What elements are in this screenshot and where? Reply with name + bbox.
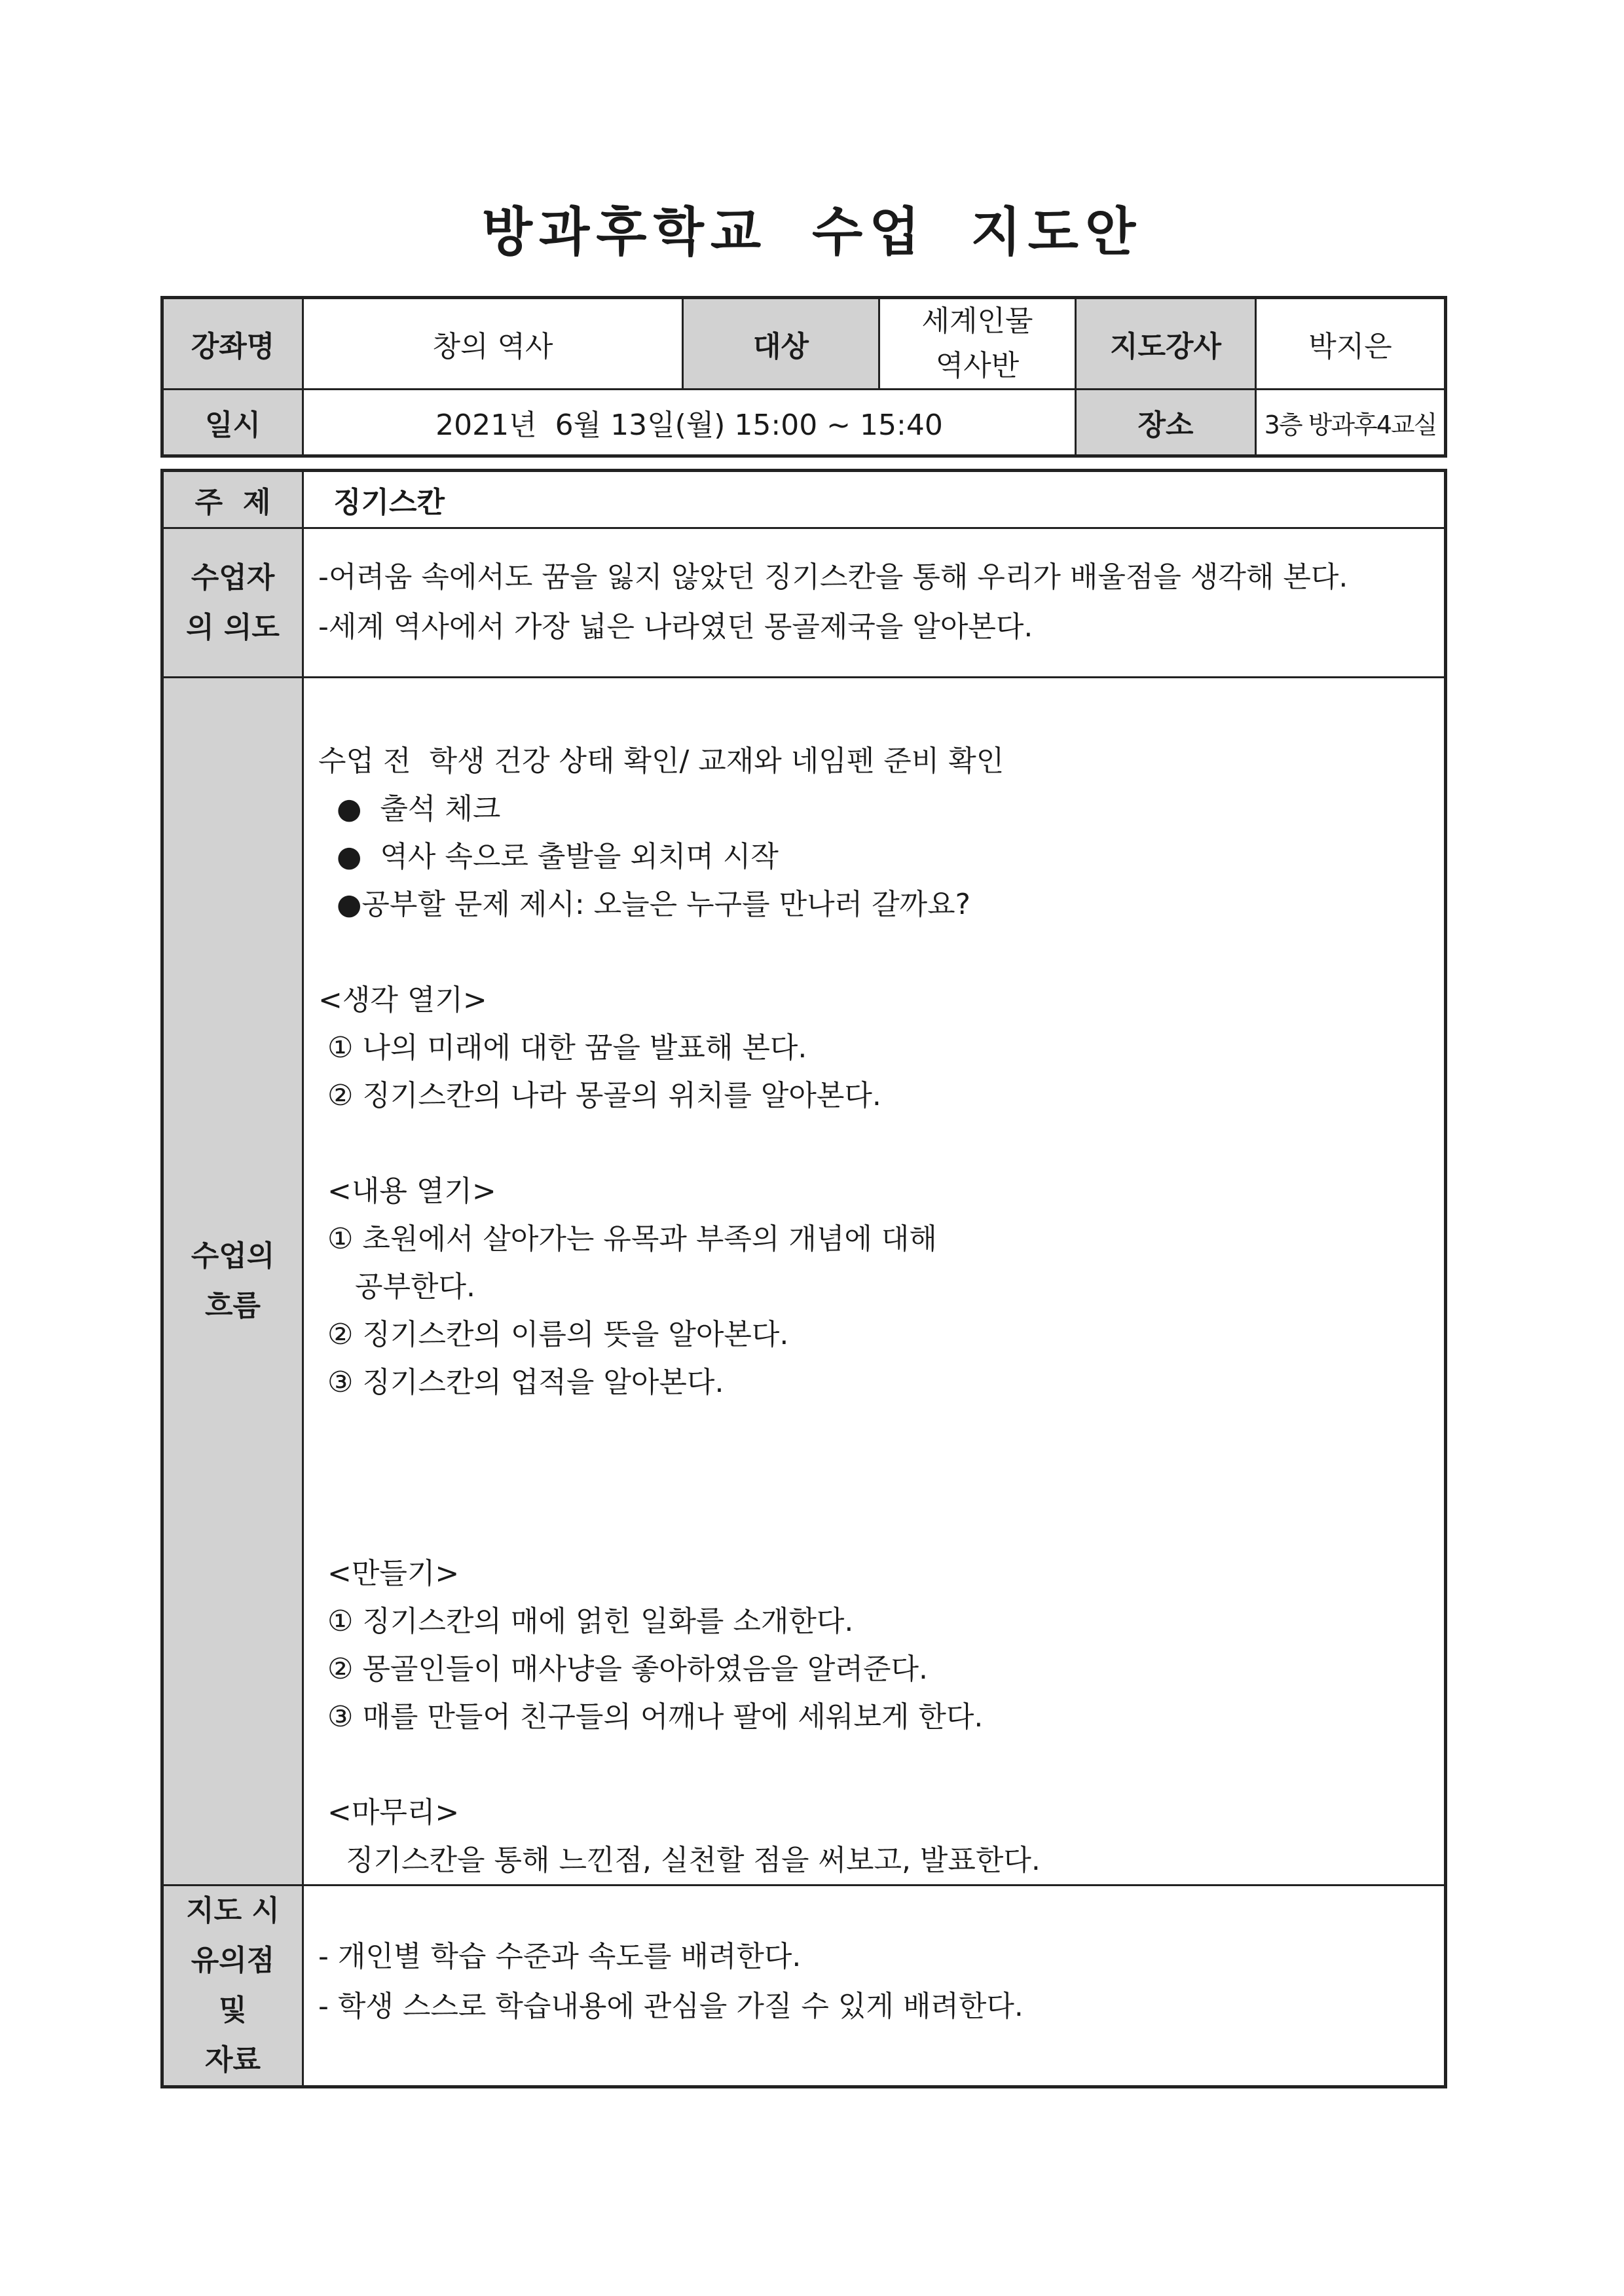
flow-label (162, 678, 303, 1886)
datetime-label: 일시 (162, 390, 303, 456)
flow-line: 징기스칸을 통해 느낀점, 실천할 점을 써보고, 발표한다. (318, 1844, 1041, 1877)
flow-line: ② 징기스칸의 나라 몽골의 위치를 알아본다. (318, 1079, 881, 1112)
flow-line: ● 출석 체크 (318, 792, 501, 826)
flow-spacer (318, 1120, 1430, 1167)
flow-line: ③ 징기스칸의 업적을 알아본다. (318, 1366, 724, 1399)
flow-line: ●공부할 문제 제시: 오늘은 누구를 만나러 갈까요? (318, 888, 971, 921)
notes-label-line3: 및 (219, 1994, 247, 2027)
instructor-value: 박지은 (1256, 298, 1446, 390)
flow-line: ● 역사 속으로 출발을 외치며 시작 (318, 840, 779, 873)
instructor-label: 지도강사 (1076, 298, 1256, 390)
notes-label-line1: 지도 시 (186, 1894, 280, 1927)
notes-label-line2: 유의점 (191, 1944, 275, 1977)
course-name-label: 강좌명 (162, 298, 303, 390)
flow-label-line2: 흐름 (204, 1289, 261, 1322)
flow-line: ③ 매를 만들어 친구들의 어깨나 팔에 세워보게 한다. (318, 1700, 984, 1734)
flow-line: <내용 열기> (318, 1175, 496, 1208)
datetime-value: 2021년 6월 13일(월) 15:00 ~ 15:40 (303, 390, 1076, 456)
intent-line: -세계 역사에서 가장 넓은 나라였던 몽골제국을 알아본다. (318, 610, 1033, 644)
flow-line: <마무리> (318, 1796, 460, 1829)
subject-label: 주 제 (162, 471, 303, 528)
flow-spacer (318, 1454, 1430, 1502)
document-title: 방과후학교 수업 지도안 (481, 202, 1143, 263)
lesson-info-table (160, 296, 1447, 458)
notes-label (162, 1886, 303, 2087)
subject-value: 징기스칸 (303, 471, 1446, 528)
flow-label-line1: 수업의 (191, 1239, 275, 1273)
flow-spacer (318, 928, 1430, 976)
flow-spacer (318, 1741, 1430, 1789)
flow-line: <생각 열기> (318, 983, 487, 1017)
flow-spacer (318, 1502, 1430, 1550)
flow-line: ① 징기스칸의 매에 얽힌 일화를 소개한다. (318, 1605, 854, 1638)
intent-line: -어려움 속에서도 꿈을 잃지 않았던 징기스칸을 통해 우리가 배울점을 생각해 본다. (318, 560, 1348, 594)
course-name-value: 창의 역사 (303, 298, 683, 390)
flow-line: ① 초원에서 살아가는 유목과 부족의 개념에 대해 (318, 1222, 937, 1256)
place-value: 3층 방과후4교실 (1256, 390, 1446, 456)
flow-line: ② 몽골인들이 매사냥을 좋아하였음을 알려준다. (318, 1652, 928, 1686)
intent-label-line1: 수업자 (191, 560, 275, 594)
place-label: 장소 (1076, 390, 1256, 456)
notes-content (303, 1886, 1446, 2087)
target-value-line2: 역사반 (935, 349, 1020, 382)
target-value-line1: 세계인물 (921, 304, 1033, 338)
flow-line: <만들기> (318, 1557, 460, 1590)
target-value (879, 298, 1076, 390)
flow-spacer (318, 1406, 1430, 1454)
notes-label-line4: 자료 (204, 2043, 261, 2077)
notes-line: - 학생 스스로 학습내용에 관심을 가질 수 있게 배려한다. (318, 1990, 1024, 2023)
target-label: 대상 (683, 298, 879, 390)
intent-content (303, 528, 1446, 678)
intent-label (162, 528, 303, 678)
flow-line: 공부한다. (318, 1270, 475, 1303)
flow-line: 수업 전 학생 건강 상태 확인/ 교재와 네임펜 준비 확인 (318, 744, 1005, 778)
notes-line: - 개인별 학습 수준과 속도를 배려한다. (318, 1940, 802, 1973)
flow-line: ② 징기스칸의 이름의 뜻을 알아본다. (318, 1318, 789, 1351)
flow-content (303, 678, 1446, 1886)
intent-label-line2: 의 의도 (186, 610, 280, 644)
lesson-plan-table (160, 469, 1447, 2088)
flow-line: ① 나의 미래에 대한 꿈을 발표해 본다. (318, 1031, 807, 1065)
